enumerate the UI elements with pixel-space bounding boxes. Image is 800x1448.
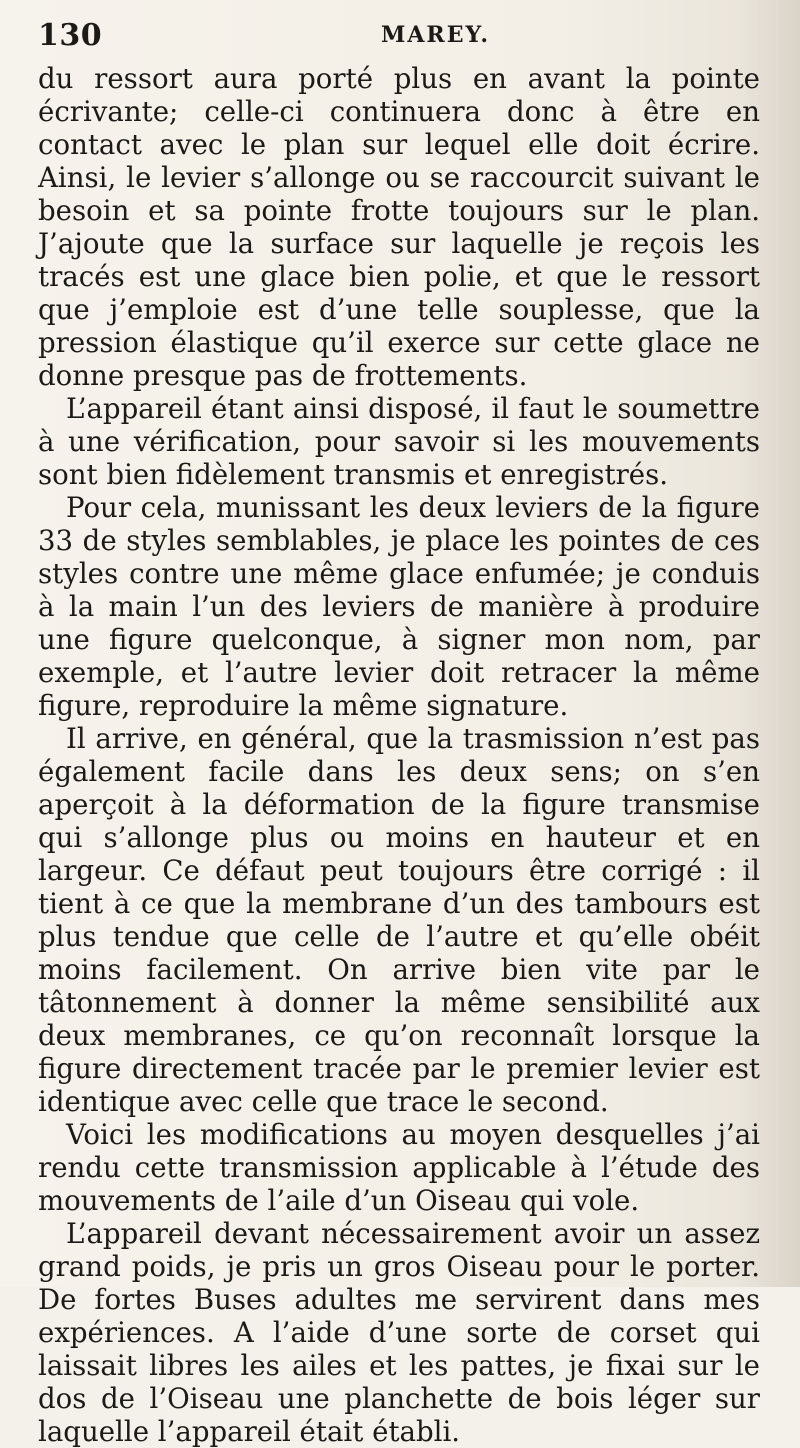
running-head: MAREY. (381, 22, 491, 48)
body-text (38, 62, 760, 1448)
paragraph: Voici les modifications au moyen desquelles j’ai rendu cette transmission applicable à l’étude des mouvements de l’aile d’un Oiseau qui vole. (38, 1118, 760, 1217)
paragraph: L’appareil devant nécessairement avoir un assez grand poids, je pris un gros Oiseau pour le porter. De fortes Buses adultes me servirent dans mes expériences. A l’aide d’une sorte de corset qui laissait libres les ailes et les pattes, je fixai sur le dos de l’Oiseau une planchette de bois léger sur laquelle l’appareil était établi. (38, 1217, 760, 1448)
paragraph: Il arrive, en général, que la trasmission n’est pas également facile dans les deux sens; on s’en aperçoit à la déformation de la figure transmise qui s’allonge plus ou moins en hauteur et en largeur. Ce défaut peut toujours être corrigé : il tient à ce que la membrane d’un des tambours est plus tendue que celle de l’autre et qu’elle obéit moins facilement. On arrive bien vite par le tâtonnement à donner la même sensibilité aux deux membranes, ce qu’on reconnaît lorsque la figure directement tracée par le premier levier est identique avec celle que trace le second. (38, 722, 760, 1118)
page-number: 130 (38, 18, 103, 53)
page-header (38, 18, 760, 58)
paragraph: du ressort aura porté plus en avant la pointe écrivante; celle-ci continuera donc à être en contact avec le plan sur lequel elle doit écrire. Ainsi, le levier s’allonge ou se raccourcit suivant le besoin et sa pointe frotte toujours sur le plan. J’ajoute que la surface sur laquelle je reçois les tracés est une glace bien polie, et que le ressort que j’emploie est d’une telle souplesse, que la pression élastique qu’il exerce sur cette glace ne donne presque pas de frottements. (38, 62, 760, 392)
paragraph: Pour cela, munissant les deux leviers de la figure 33 de styles semblables, je place les pointes de ces styles contre une même glace enfumée; je conduis à la main l’un des leviers de manière à produire une figure quelconque, à signer mon nom, par exemple, et l’autre levier doit retracer la même figure, reproduire la même signature. (38, 491, 760, 722)
paragraph: L’appareil étant ainsi disposé, il faut le soumettre à une vérification, pour savoir si les mouvements sont bien fidèlement transmis et enregistrés. (38, 392, 760, 491)
